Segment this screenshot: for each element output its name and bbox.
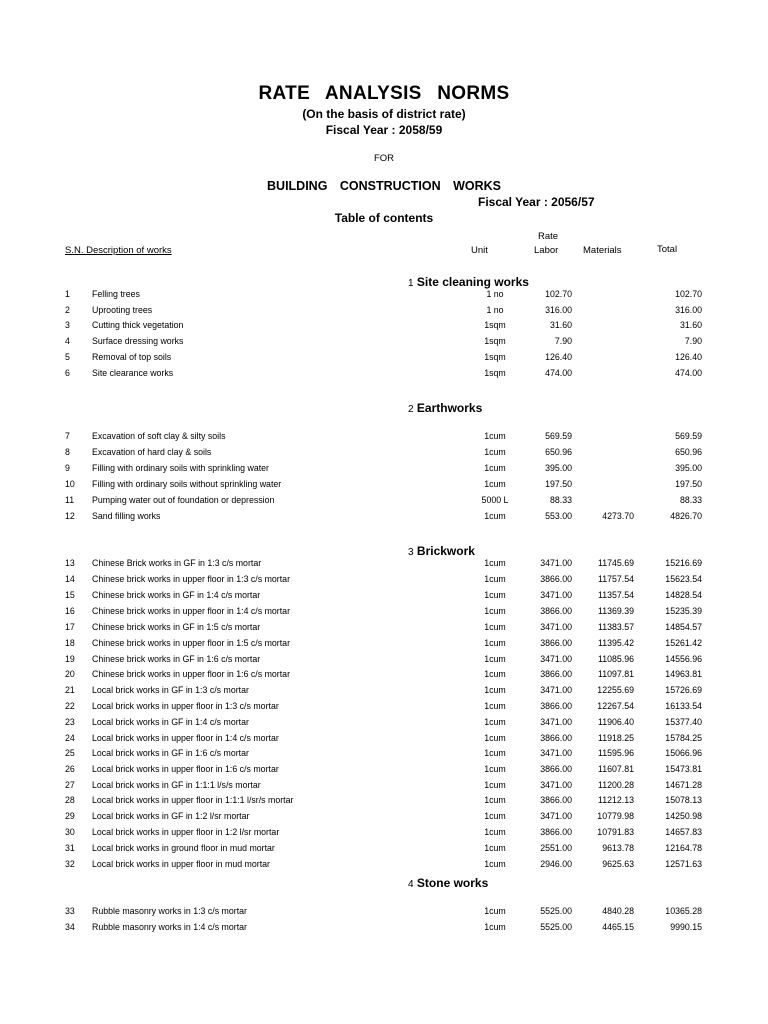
cell-desc: Local brick works in upper floor in 1:4 c/s mortar xyxy=(92,733,279,743)
cell-desc: Local brick works in upper floor in 1:3 c/s mortar xyxy=(92,701,279,711)
section-number: 4 xyxy=(408,879,414,890)
cell-total: 14963.81 xyxy=(665,669,702,679)
cell-desc: Felling trees xyxy=(92,289,140,299)
table-row xyxy=(0,479,768,493)
cell-sn: 20 xyxy=(65,669,75,679)
cell-total: 88.33 xyxy=(679,495,702,505)
cell-total: 316.00 xyxy=(675,305,702,315)
table-row xyxy=(0,922,768,936)
cell-materials: 11369.39 xyxy=(597,606,634,616)
cell-total: 15261.42 xyxy=(665,638,702,648)
cell-unit: 1cum xyxy=(484,558,506,568)
cell-labor: 316.00 xyxy=(545,305,572,315)
cell-labor: 5525.00 xyxy=(540,906,572,916)
cell-total: 15078.13 xyxy=(665,795,702,805)
table-row xyxy=(0,733,768,747)
cell-total: 14854.57 xyxy=(665,622,702,632)
cell-unit: 1cum xyxy=(484,654,506,664)
table-row xyxy=(0,843,768,857)
cell-materials: 11745.69 xyxy=(597,558,634,568)
cell-sn: 5 xyxy=(65,352,70,362)
table-row xyxy=(0,447,768,461)
cell-desc: Chinese brick works in GF in 1:5 c/s mortar xyxy=(92,622,261,632)
cell-sn: 18 xyxy=(65,638,75,648)
cell-unit: 1sqm xyxy=(484,320,506,330)
cell-total: 31.60 xyxy=(679,320,702,330)
cell-total: 12164.78 xyxy=(665,843,702,853)
cell-labor: 569.59 xyxy=(545,431,572,441)
cell-labor: 3866.00 xyxy=(540,795,572,805)
cell-sn: 14 xyxy=(65,574,75,584)
cell-sn: 8 xyxy=(65,447,70,457)
table-row xyxy=(0,495,768,509)
cell-unit: 1cum xyxy=(484,638,506,648)
cell-total: 650.96 xyxy=(675,447,702,457)
cell-sn: 34 xyxy=(65,922,75,932)
cell-unit: 1 no xyxy=(486,289,504,299)
cell-desc: Surface dressing works xyxy=(92,336,184,346)
cell-unit: 1cum xyxy=(484,685,506,695)
cell-total: 15377.40 xyxy=(665,717,702,727)
cell-sn: 23 xyxy=(65,717,75,727)
cell-total: 102.70 xyxy=(675,289,702,299)
section-name: Site cleaning works xyxy=(416,275,529,289)
table-row xyxy=(0,606,768,620)
cell-unit: 1cum xyxy=(484,922,506,932)
cell-materials: 11906.40 xyxy=(597,717,634,727)
cell-materials: 11212.13 xyxy=(597,795,634,805)
cell-unit: 1cum xyxy=(484,733,506,743)
cell-desc: Local brick works in ground floor in mud mortar xyxy=(92,843,275,853)
cell-sn: 7 xyxy=(65,431,70,441)
cell-materials: 12267.54 xyxy=(597,701,634,711)
cell-labor: 3866.00 xyxy=(540,638,572,648)
cell-unit: 1cum xyxy=(484,463,506,473)
table-row xyxy=(0,622,768,636)
cell-desc: Local brick works in GF in 1:2 l/sr mortar xyxy=(92,811,250,821)
cell-sn: 4 xyxy=(65,336,70,346)
cell-total: 197.50 xyxy=(675,479,702,489)
cell-labor: 2551.00 xyxy=(540,843,572,853)
page-subtitle: (On the basis of district rate) xyxy=(302,107,466,121)
cell-desc: Chinese brick works in upper floor in 1:6 c/s mortar xyxy=(92,669,291,679)
cell-unit: 1cum xyxy=(484,574,506,584)
cell-sn: 30 xyxy=(65,827,75,837)
table-of-contents-heading: Table of contents xyxy=(334,211,434,225)
cell-labor: 3866.00 xyxy=(540,669,572,679)
cell-sn: 3 xyxy=(65,320,70,330)
cell-unit: 1sqm xyxy=(484,352,506,362)
cell-labor: 197.50 xyxy=(545,479,572,489)
cell-materials: 11357.54 xyxy=(597,590,634,600)
cell-unit: 1cum xyxy=(484,780,506,790)
table-row xyxy=(0,717,768,731)
cell-total: 15235.39 xyxy=(665,606,702,616)
total-header: Total xyxy=(657,244,678,255)
cell-sn: 6 xyxy=(65,368,70,378)
table-row xyxy=(0,574,768,588)
cell-labor: 3471.00 xyxy=(540,590,572,600)
cell-total: 474.00 xyxy=(675,368,702,378)
cell-labor: 3471.00 xyxy=(540,654,572,664)
cell-total: 14250.98 xyxy=(665,811,702,821)
cell-materials: 12255.69 xyxy=(597,685,634,695)
cell-unit: 1sqm xyxy=(484,336,506,346)
building-works-heading: BUILDING CONSTRUCTION WORKS xyxy=(267,179,501,193)
cell-materials: 11607.81 xyxy=(597,764,634,774)
table-row xyxy=(0,431,768,445)
cell-sn: 24 xyxy=(65,733,75,743)
table-row xyxy=(0,305,768,319)
section-name: Brickwork xyxy=(416,544,475,558)
cell-desc: Chinese brick works in upper floor in 1:3 c/s mortar xyxy=(92,574,291,584)
cell-sn: 13 xyxy=(65,558,75,568)
cell-sn: 12 xyxy=(65,511,75,521)
cell-labor: 3471.00 xyxy=(540,685,572,695)
unit-header: Unit xyxy=(471,245,488,256)
table-row xyxy=(0,795,768,809)
cell-labor: 3866.00 xyxy=(540,827,572,837)
section-number: 1 xyxy=(408,278,414,289)
cell-sn: 19 xyxy=(65,654,75,664)
table-row xyxy=(0,289,768,303)
cell-materials: 9613.78 xyxy=(602,843,634,853)
cell-desc: Local brick works in GF in 1:6 c/s mortar xyxy=(92,748,249,758)
cell-total: 16133.54 xyxy=(665,701,702,711)
cell-total: 10365.28 xyxy=(665,906,702,916)
cell-unit: 1cum xyxy=(484,843,506,853)
cell-labor: 3471.00 xyxy=(540,811,572,821)
cell-desc: Local brick works in GF in 1:3 c/s mortar xyxy=(92,685,249,695)
table-row xyxy=(0,906,768,920)
cell-materials: 9625.63 xyxy=(602,859,634,869)
cell-unit: 1cum xyxy=(484,748,506,758)
cell-total: 15623.54 xyxy=(665,574,702,584)
cell-desc: Filling with ordinary soils with sprinkling water xyxy=(92,463,269,473)
cell-sn: 2 xyxy=(65,305,70,315)
section-number: 2 xyxy=(408,404,414,415)
cell-unit: 1cum xyxy=(484,717,506,727)
cell-desc: Excavation of hard clay & soils xyxy=(92,447,212,457)
cell-labor: 3866.00 xyxy=(540,701,572,711)
cell-desc: Sand filling works xyxy=(92,511,161,521)
cell-unit: 1cum xyxy=(484,811,506,821)
table-row xyxy=(0,780,768,794)
table-row xyxy=(0,368,768,382)
table-row xyxy=(0,320,768,334)
cell-desc: Pumping water out of foundation or depression xyxy=(92,495,275,505)
cell-desc: Removal of top soils xyxy=(92,352,172,362)
section-name: Earthworks xyxy=(416,401,483,415)
cell-sn: 11 xyxy=(65,495,75,505)
cell-labor: 3471.00 xyxy=(540,717,572,727)
cell-desc: Excavation of soft clay & silty soils xyxy=(92,431,226,441)
cell-desc: Cutting thick vegetation xyxy=(92,320,184,330)
cell-labor: 126.40 xyxy=(545,352,572,362)
cell-labor: 2946.00 xyxy=(540,859,572,869)
cell-sn: 26 xyxy=(65,764,75,774)
cell-materials: 11757.54 xyxy=(597,574,634,584)
cell-total: 569.59 xyxy=(675,431,702,441)
cell-desc: Chinese Brick works in GF in 1:3 c/s mortar xyxy=(92,558,262,568)
table-row xyxy=(0,811,768,825)
table-row xyxy=(0,590,768,604)
cell-unit: 5000 L xyxy=(481,495,509,505)
cell-labor: 88.33 xyxy=(549,495,572,505)
cell-materials: 11097.81 xyxy=(597,669,634,679)
table-row xyxy=(0,669,768,683)
cell-desc: Chinese brick works in upper floor in 1:5 c/s mortar xyxy=(92,638,291,648)
materials-header: Materials xyxy=(583,245,622,256)
cell-labor: 7.90 xyxy=(554,336,572,346)
cell-unit: 1cum xyxy=(484,447,506,457)
table-row xyxy=(0,748,768,762)
cell-unit: 1cum xyxy=(484,795,506,805)
cell-desc: Chinese brick works in GF in 1:4 c/s mortar xyxy=(92,590,261,600)
cell-unit: 1cum xyxy=(484,431,506,441)
cell-sn: 29 xyxy=(65,811,75,821)
cell-sn: 28 xyxy=(65,795,75,805)
cell-labor: 3471.00 xyxy=(540,748,572,758)
cell-desc: Site clearance works xyxy=(92,368,174,378)
cell-unit: 1cum xyxy=(484,764,506,774)
cell-unit: 1cum xyxy=(484,590,506,600)
cell-unit: 1 no xyxy=(486,305,504,315)
cell-total: 14657.83 xyxy=(665,827,702,837)
cell-labor: 650.96 xyxy=(545,447,572,457)
cell-labor: 474.00 xyxy=(545,368,572,378)
table-row xyxy=(0,654,768,668)
section-name: Stone works xyxy=(416,876,489,890)
cell-materials: 4273.70 xyxy=(602,511,634,521)
cell-sn: 25 xyxy=(65,748,75,758)
cell-total: 9990.15 xyxy=(670,922,702,932)
table-row xyxy=(0,336,768,350)
cell-unit: 1cum xyxy=(484,622,506,632)
cell-labor: 3471.00 xyxy=(540,622,572,632)
cell-labor: 553.00 xyxy=(545,511,572,521)
section-heading-brickwork xyxy=(408,544,475,558)
section-heading-site-cleaning xyxy=(408,275,529,289)
table-row xyxy=(0,827,768,841)
cell-labor: 395.00 xyxy=(545,463,572,473)
cell-desc: Filling with ordinary soils without sprinkling water xyxy=(92,479,282,489)
cell-materials: 10779.98 xyxy=(597,811,634,821)
rate-column-group-header: Rate xyxy=(538,231,559,242)
cell-sn: 17 xyxy=(65,622,75,632)
cell-desc: Chinese brick works in GF in 1:6 c/s mortar xyxy=(92,654,261,664)
cell-labor: 3866.00 xyxy=(540,733,572,743)
cell-total: 15216.69 xyxy=(665,558,702,568)
cell-desc: Uprooting trees xyxy=(92,305,153,315)
cell-desc: Rubble masonry works in 1:3 c/s mortar xyxy=(92,906,247,916)
cell-unit: 1cum xyxy=(484,479,506,489)
cell-desc: Local brick works in GF in 1:4 c/s mortar xyxy=(92,717,249,727)
cell-total: 15726.69 xyxy=(665,685,702,695)
cell-total: 15066.96 xyxy=(665,748,702,758)
section-heading-stone-works xyxy=(408,876,488,890)
labor-header: Labor xyxy=(534,245,559,256)
cell-labor: 3866.00 xyxy=(540,574,572,584)
cell-materials: 11085.96 xyxy=(597,654,634,664)
cell-total: 15473.81 xyxy=(665,764,702,774)
cell-total: 395.00 xyxy=(675,463,702,473)
cell-desc: Local brick works in GF in 1:1:1 l/s/s mortar xyxy=(92,780,261,790)
cell-sn: 16 xyxy=(65,606,75,616)
table-row xyxy=(0,558,768,572)
cell-total: 7.90 xyxy=(684,336,702,346)
cell-total: 14671.28 xyxy=(665,780,702,790)
cell-sn: 1 xyxy=(65,289,70,299)
cell-total: 126.40 xyxy=(675,352,702,362)
table-row xyxy=(0,463,768,477)
sn-description-header: S.N. Description of works xyxy=(65,245,172,256)
cell-materials: 11918.25 xyxy=(597,733,634,743)
cell-materials: 10791.83 xyxy=(597,827,634,837)
cell-materials: 11383.57 xyxy=(597,622,634,632)
cell-desc: Rubble masonry works in 1:4 c/s mortar xyxy=(92,922,247,932)
cell-unit: 1sqm xyxy=(484,368,506,378)
cell-unit: 1cum xyxy=(484,701,506,711)
table-row xyxy=(0,685,768,699)
cell-labor: 5525.00 xyxy=(540,922,572,932)
table-row xyxy=(0,859,768,873)
cell-desc: Local brick works in upper floor in mud mortar xyxy=(92,859,270,869)
cell-sn: 27 xyxy=(65,780,75,790)
cell-labor: 3471.00 xyxy=(540,558,572,568)
cell-unit: 1cum xyxy=(484,827,506,837)
cell-labor: 3866.00 xyxy=(540,606,572,616)
cell-sn: 33 xyxy=(65,906,75,916)
cell-desc: Local brick works in upper floor in 1:6 c/s mortar xyxy=(92,764,279,774)
cell-materials: 11595.96 xyxy=(597,748,634,758)
fiscal-year-label: Fiscal Year : 2058/59 xyxy=(325,123,443,137)
table-row xyxy=(0,701,768,715)
cell-sn: 31 xyxy=(65,843,75,853)
cell-sn: 22 xyxy=(65,701,75,711)
cell-desc: Chinese brick works in upper floor in 1:4 c/s mortar xyxy=(92,606,291,616)
cell-unit: 1cum xyxy=(484,511,506,521)
table-row xyxy=(0,511,768,525)
cell-labor: 102.70 xyxy=(545,289,572,299)
cell-sn: 15 xyxy=(65,590,75,600)
cell-total: 14828.54 xyxy=(665,590,702,600)
cell-unit: 1cum xyxy=(484,906,506,916)
table-row xyxy=(0,638,768,652)
cell-unit: 1cum xyxy=(484,606,506,616)
cell-labor: 3866.00 xyxy=(540,764,572,774)
table-row xyxy=(0,352,768,366)
cell-total: 12571.63 xyxy=(665,859,702,869)
cell-sn: 21 xyxy=(65,685,75,695)
cell-materials: 4840.28 xyxy=(602,906,634,916)
cell-sn: 10 xyxy=(65,479,75,489)
cell-materials: 4465.15 xyxy=(602,922,634,932)
table-row xyxy=(0,764,768,778)
cell-sn: 32 xyxy=(65,859,75,869)
cell-materials: 11395.42 xyxy=(597,638,634,648)
for-label: FOR xyxy=(373,153,395,164)
cell-labor: 31.60 xyxy=(549,320,572,330)
section-heading-earthworks xyxy=(408,401,482,415)
fiscal-year-secondary: Fiscal Year : 2056/57 xyxy=(478,195,595,209)
cell-total: 14556.96 xyxy=(665,654,702,664)
cell-desc: Local brick works in upper floor in 1:1:1 l/sr/s mortar xyxy=(92,795,294,805)
section-number: 3 xyxy=(408,547,414,558)
cell-sn: 9 xyxy=(65,463,70,473)
cell-materials: 11200.28 xyxy=(597,780,634,790)
cell-total: 15784.25 xyxy=(665,733,702,743)
page-title: RATE ANALYSIS NORMS xyxy=(258,83,510,104)
cell-unit: 1cum xyxy=(484,669,506,679)
cell-total: 4826.70 xyxy=(670,511,702,521)
cell-unit: 1cum xyxy=(484,859,506,869)
cell-desc: Local brick works in upper floor in 1:2 l/sr mortar xyxy=(92,827,280,837)
cell-labor: 3471.00 xyxy=(540,780,572,790)
